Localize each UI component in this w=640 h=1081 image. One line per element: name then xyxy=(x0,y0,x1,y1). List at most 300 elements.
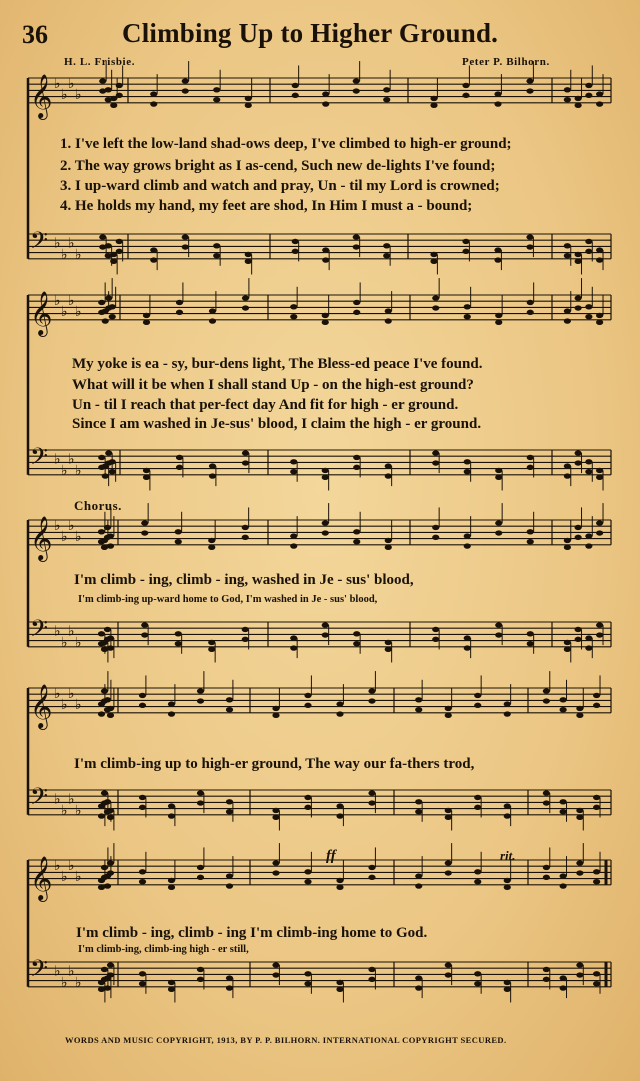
notehead xyxy=(560,883,567,888)
notehead xyxy=(107,808,114,813)
notehead xyxy=(353,529,360,534)
notehead xyxy=(245,259,252,264)
notehead xyxy=(182,234,189,239)
notehead xyxy=(304,981,311,986)
notehead xyxy=(432,627,439,632)
notehead xyxy=(139,693,146,698)
key-signature-flat: ♭ xyxy=(54,857,61,874)
notehead xyxy=(141,520,148,525)
notehead xyxy=(104,525,111,530)
notehead xyxy=(462,83,469,88)
notehead xyxy=(290,533,297,538)
notehead xyxy=(576,815,583,820)
notehead xyxy=(107,815,114,820)
notehead xyxy=(564,545,571,550)
notehead xyxy=(353,234,360,239)
notehead xyxy=(208,545,215,550)
notehead xyxy=(242,295,249,300)
notehead xyxy=(150,91,157,96)
notehead xyxy=(226,799,233,804)
notehead xyxy=(290,645,297,650)
notehead xyxy=(560,873,567,878)
notehead xyxy=(494,247,501,252)
notehead xyxy=(445,808,452,813)
notehead xyxy=(415,809,422,814)
notehead xyxy=(104,697,111,702)
notehead xyxy=(560,985,567,990)
notehead xyxy=(596,622,603,627)
notehead xyxy=(213,243,220,248)
notehead xyxy=(242,450,249,455)
notehead xyxy=(272,815,279,820)
notehead xyxy=(385,538,392,543)
notehead xyxy=(336,885,343,890)
key-signature-flat: ♭ xyxy=(68,292,75,309)
notehead xyxy=(290,314,297,319)
notehead xyxy=(226,975,233,980)
verse-1-line-1: 1. I've left the low-land shad-ows deep, I've climbed to high-er ground; xyxy=(60,136,512,152)
notehead xyxy=(415,707,422,712)
notehead xyxy=(432,450,439,455)
notehead xyxy=(226,883,233,888)
notehead xyxy=(322,313,329,318)
notehead xyxy=(474,879,481,884)
notehead xyxy=(107,533,114,538)
key-signature-flat: ♭ xyxy=(54,451,61,468)
notehead xyxy=(527,465,534,470)
notehead xyxy=(368,865,375,870)
key-signature-flat: ♭ xyxy=(75,634,82,651)
notehead xyxy=(495,520,502,525)
notehead xyxy=(504,813,511,818)
notehead xyxy=(245,103,252,108)
notehead xyxy=(445,713,452,718)
notehead xyxy=(322,475,329,480)
notehead xyxy=(168,803,175,808)
notehead xyxy=(272,870,279,875)
notehead xyxy=(245,96,252,101)
key-signature-flat: ♭ xyxy=(61,802,68,819)
notehead xyxy=(101,865,108,870)
notehead xyxy=(272,972,279,977)
notehead xyxy=(527,539,534,544)
notehead xyxy=(353,244,360,249)
notehead xyxy=(585,314,592,319)
notehead xyxy=(432,295,439,300)
notehead xyxy=(474,971,481,976)
notehead xyxy=(543,688,550,693)
notehead xyxy=(208,640,215,645)
notehead xyxy=(432,460,439,465)
notehead xyxy=(304,869,311,874)
notehead xyxy=(242,535,249,540)
treble-clef: 𝄞 xyxy=(30,683,53,728)
notehead xyxy=(272,706,279,711)
notehead xyxy=(226,809,233,814)
notehead xyxy=(290,304,297,309)
notehead xyxy=(209,463,216,468)
notehead xyxy=(593,805,600,810)
notehead xyxy=(107,962,114,967)
notehead xyxy=(495,475,502,480)
notehead xyxy=(575,305,582,310)
notehead xyxy=(526,244,533,249)
notehead xyxy=(98,300,105,305)
key-signature-flat: ♭ xyxy=(61,634,68,651)
notehead xyxy=(175,539,182,544)
notehead xyxy=(197,698,204,703)
key-signature-flat: ♭ xyxy=(61,697,68,714)
notehead xyxy=(564,538,571,543)
notehead xyxy=(292,249,299,254)
notehead xyxy=(564,463,571,468)
notehead xyxy=(385,640,392,645)
notehead xyxy=(560,809,567,814)
notehead xyxy=(504,711,511,716)
notehead xyxy=(383,243,390,248)
notehead xyxy=(415,799,422,804)
notehead xyxy=(139,981,146,986)
notehead xyxy=(494,101,501,106)
bass-clef: 𝄢 xyxy=(30,782,49,816)
key-signature-flat: ♭ xyxy=(61,529,68,546)
notehead xyxy=(336,980,343,985)
notehead xyxy=(272,962,279,967)
notehead xyxy=(242,637,249,642)
key-signature-flat: ♭ xyxy=(54,685,61,702)
notehead xyxy=(445,972,452,977)
notehead xyxy=(575,295,582,300)
notehead xyxy=(322,468,329,473)
notehead xyxy=(116,93,123,98)
bass-clef: 𝄢 xyxy=(30,614,49,648)
key-signature-flat: ♭ xyxy=(68,623,75,640)
key-signature-flat: ♭ xyxy=(75,974,82,991)
notehead xyxy=(182,244,189,249)
notehead xyxy=(543,977,550,982)
notehead xyxy=(353,631,360,636)
notehead xyxy=(168,878,175,883)
notehead xyxy=(176,465,183,470)
key-signature-flat: ♭ xyxy=(75,802,82,819)
notehead xyxy=(494,257,501,262)
notehead xyxy=(560,975,567,980)
notehead xyxy=(495,622,502,627)
notehead xyxy=(209,318,216,323)
notehead xyxy=(336,878,343,883)
notehead xyxy=(143,475,150,480)
notehead xyxy=(385,463,392,468)
key-signature-flat: ♭ xyxy=(68,963,75,980)
notehead xyxy=(596,475,603,480)
notehead xyxy=(585,469,592,474)
notehead xyxy=(526,234,533,239)
notehead xyxy=(209,308,216,313)
notehead xyxy=(575,627,582,632)
notehead xyxy=(322,622,329,627)
treble-clef: 𝄞 xyxy=(30,290,53,335)
hymn-title: Climbing Up to Higher Ground. xyxy=(122,18,499,48)
notehead xyxy=(596,632,603,637)
notehead xyxy=(585,645,592,650)
notehead xyxy=(430,252,437,257)
notehead xyxy=(110,259,117,264)
key-signature-flat: ♭ xyxy=(61,869,68,886)
notehead xyxy=(116,83,123,88)
notehead xyxy=(304,703,311,708)
key-signature-flat: ♭ xyxy=(61,304,68,321)
key-signature-flat: ♭ xyxy=(75,869,82,886)
notehead xyxy=(353,455,360,460)
notehead xyxy=(593,971,600,976)
notehead xyxy=(105,87,112,92)
notehead xyxy=(182,78,189,83)
notehead xyxy=(575,637,582,642)
notehead xyxy=(272,808,279,813)
notehead xyxy=(141,622,148,627)
notehead xyxy=(430,259,437,264)
notehead xyxy=(464,543,471,548)
notehead xyxy=(336,803,343,808)
notehead xyxy=(168,701,175,706)
notehead xyxy=(107,870,114,875)
notehead xyxy=(560,697,567,702)
notehead xyxy=(474,693,481,698)
notehead xyxy=(596,313,603,318)
notehead xyxy=(176,300,183,305)
notehead xyxy=(432,305,439,310)
notehead xyxy=(336,701,343,706)
key-signature-flat: ♭ xyxy=(75,462,82,479)
notehead xyxy=(596,91,603,96)
notehead xyxy=(368,875,375,880)
notehead xyxy=(430,103,437,108)
notehead xyxy=(101,967,108,972)
notehead xyxy=(290,459,297,464)
notehead xyxy=(175,641,182,646)
notehead xyxy=(543,875,550,880)
notehead xyxy=(197,865,204,870)
notehead xyxy=(564,640,571,645)
notehead xyxy=(593,795,600,800)
notehead xyxy=(575,259,582,264)
notehead xyxy=(116,249,123,254)
notehead xyxy=(564,318,571,323)
key-signature-flat: ♭ xyxy=(68,75,75,92)
notehead xyxy=(576,972,583,977)
notehead xyxy=(585,83,592,88)
notehead xyxy=(585,304,592,309)
notehead xyxy=(107,860,114,865)
notehead xyxy=(462,239,469,244)
chorus-line-1: I'm climb - ing, climb - ing, washed in Je - sus' blood, xyxy=(74,572,414,588)
notehead xyxy=(368,967,375,972)
notehead xyxy=(226,873,233,878)
notehead xyxy=(585,249,592,254)
notehead xyxy=(432,637,439,642)
notehead xyxy=(596,520,603,525)
notehead xyxy=(107,972,114,977)
notehead xyxy=(304,795,311,800)
notehead xyxy=(593,693,600,698)
notehead xyxy=(353,465,360,470)
notehead xyxy=(98,529,105,534)
notehead xyxy=(385,545,392,550)
notehead xyxy=(576,870,583,875)
notehead xyxy=(543,800,550,805)
notehead xyxy=(527,300,534,305)
notehead xyxy=(353,78,360,83)
notehead xyxy=(504,878,511,883)
notehead xyxy=(197,875,204,880)
notehead xyxy=(209,473,216,478)
notehead xyxy=(98,813,105,818)
notehead xyxy=(575,96,582,101)
notehead xyxy=(415,697,422,702)
notehead xyxy=(208,538,215,543)
bass-clef: 𝄢 xyxy=(30,442,49,476)
notehead xyxy=(575,525,582,530)
notehead xyxy=(139,805,146,810)
key-signature-flat: ♭ xyxy=(68,451,75,468)
key-signature-flat: ♭ xyxy=(68,791,75,808)
key-signature-flat: ♭ xyxy=(61,87,68,104)
notehead xyxy=(242,460,249,465)
dynamic-rit: rit. xyxy=(500,848,516,863)
notehead xyxy=(322,530,329,535)
notehead xyxy=(474,703,481,708)
notehead xyxy=(445,870,452,875)
notehead xyxy=(213,87,220,92)
notehead xyxy=(175,529,182,534)
notehead xyxy=(596,257,603,262)
key-signature-flat: ♭ xyxy=(54,75,61,92)
notehead xyxy=(564,243,571,248)
notehead xyxy=(110,103,117,108)
notehead xyxy=(543,698,550,703)
notehead xyxy=(139,879,146,884)
notehead xyxy=(353,300,360,305)
key-signature-flat: ♭ xyxy=(75,529,82,546)
notehead xyxy=(322,320,329,325)
notehead xyxy=(322,632,329,637)
notehead xyxy=(242,305,249,310)
notehead xyxy=(213,253,220,258)
key-signature-flat: ♭ xyxy=(54,517,61,534)
notehead xyxy=(353,539,360,544)
notehead xyxy=(575,450,582,455)
notehead xyxy=(464,645,471,650)
notehead xyxy=(504,803,511,808)
notehead xyxy=(304,971,311,976)
notehead xyxy=(245,252,252,257)
verse-2-line-1: 2. The way grows bright as I as-cend, Such new de-lights I've found; xyxy=(60,158,496,174)
chorus-line-3-bass: I'm climb-ing, climb-ing high - er still, xyxy=(78,944,249,955)
notehead xyxy=(596,468,603,473)
notehead xyxy=(445,706,452,711)
notehead xyxy=(543,865,550,870)
notehead xyxy=(107,543,114,548)
notehead xyxy=(168,813,175,818)
notehead xyxy=(139,703,146,708)
notehead xyxy=(226,707,233,712)
notehead xyxy=(560,707,567,712)
notehead xyxy=(102,318,109,323)
key-signature-flat: ♭ xyxy=(54,963,61,980)
notehead xyxy=(292,83,299,88)
notehead xyxy=(596,247,603,252)
notehead xyxy=(105,450,112,455)
notehead xyxy=(576,962,583,967)
notehead xyxy=(383,253,390,258)
notehead xyxy=(495,468,502,473)
notehead xyxy=(368,698,375,703)
bass-clef: 𝄢 xyxy=(30,954,49,988)
notehead xyxy=(290,635,297,640)
notehead xyxy=(139,795,146,800)
notehead xyxy=(304,693,311,698)
notehead xyxy=(495,530,502,535)
notehead xyxy=(292,239,299,244)
notehead xyxy=(104,985,111,990)
notehead xyxy=(504,980,511,985)
notehead xyxy=(213,97,220,102)
notehead xyxy=(383,97,390,102)
key-signature-flat: ♭ xyxy=(75,246,82,263)
notehead xyxy=(208,647,215,652)
notehead xyxy=(385,318,392,323)
dynamic-ff: ff xyxy=(326,848,336,864)
verse-1-line-2: My yoke is ea - sy, bur-dens light, The Bless-ed peace I've found. xyxy=(72,356,483,372)
notehead xyxy=(415,883,422,888)
notehead xyxy=(182,88,189,93)
lyricist-credit: H. L. Frisbie. xyxy=(64,56,136,68)
notehead xyxy=(226,697,233,702)
notehead xyxy=(464,469,471,474)
notehead xyxy=(353,310,360,315)
notehead xyxy=(150,101,157,106)
notehead xyxy=(322,257,329,262)
notehead xyxy=(197,688,204,693)
key-signature-flat: ♭ xyxy=(54,791,61,808)
notehead xyxy=(290,543,297,548)
notehead xyxy=(474,869,481,874)
notehead xyxy=(104,627,111,632)
notehead xyxy=(143,313,150,318)
notehead xyxy=(504,885,511,890)
treble-clef: 𝄞 xyxy=(30,855,53,900)
notehead xyxy=(596,530,603,535)
notehead xyxy=(564,97,571,102)
key-signature-flat: ♭ xyxy=(68,517,75,534)
key-signature-flat: ♭ xyxy=(54,292,61,309)
notehead xyxy=(575,460,582,465)
notehead xyxy=(116,239,123,244)
notehead xyxy=(504,701,511,706)
bass-clef: 𝄢 xyxy=(30,226,49,260)
notehead xyxy=(415,873,422,878)
notehead xyxy=(368,800,375,805)
page-number: 36 xyxy=(22,20,48,49)
notehead xyxy=(105,243,112,248)
notehead xyxy=(322,101,329,106)
notehead xyxy=(462,93,469,98)
notehead xyxy=(109,314,116,319)
key-signature-flat: ♭ xyxy=(68,235,75,252)
notehead xyxy=(415,975,422,980)
notehead xyxy=(585,533,592,538)
key-signature-flat: ♭ xyxy=(75,304,82,321)
